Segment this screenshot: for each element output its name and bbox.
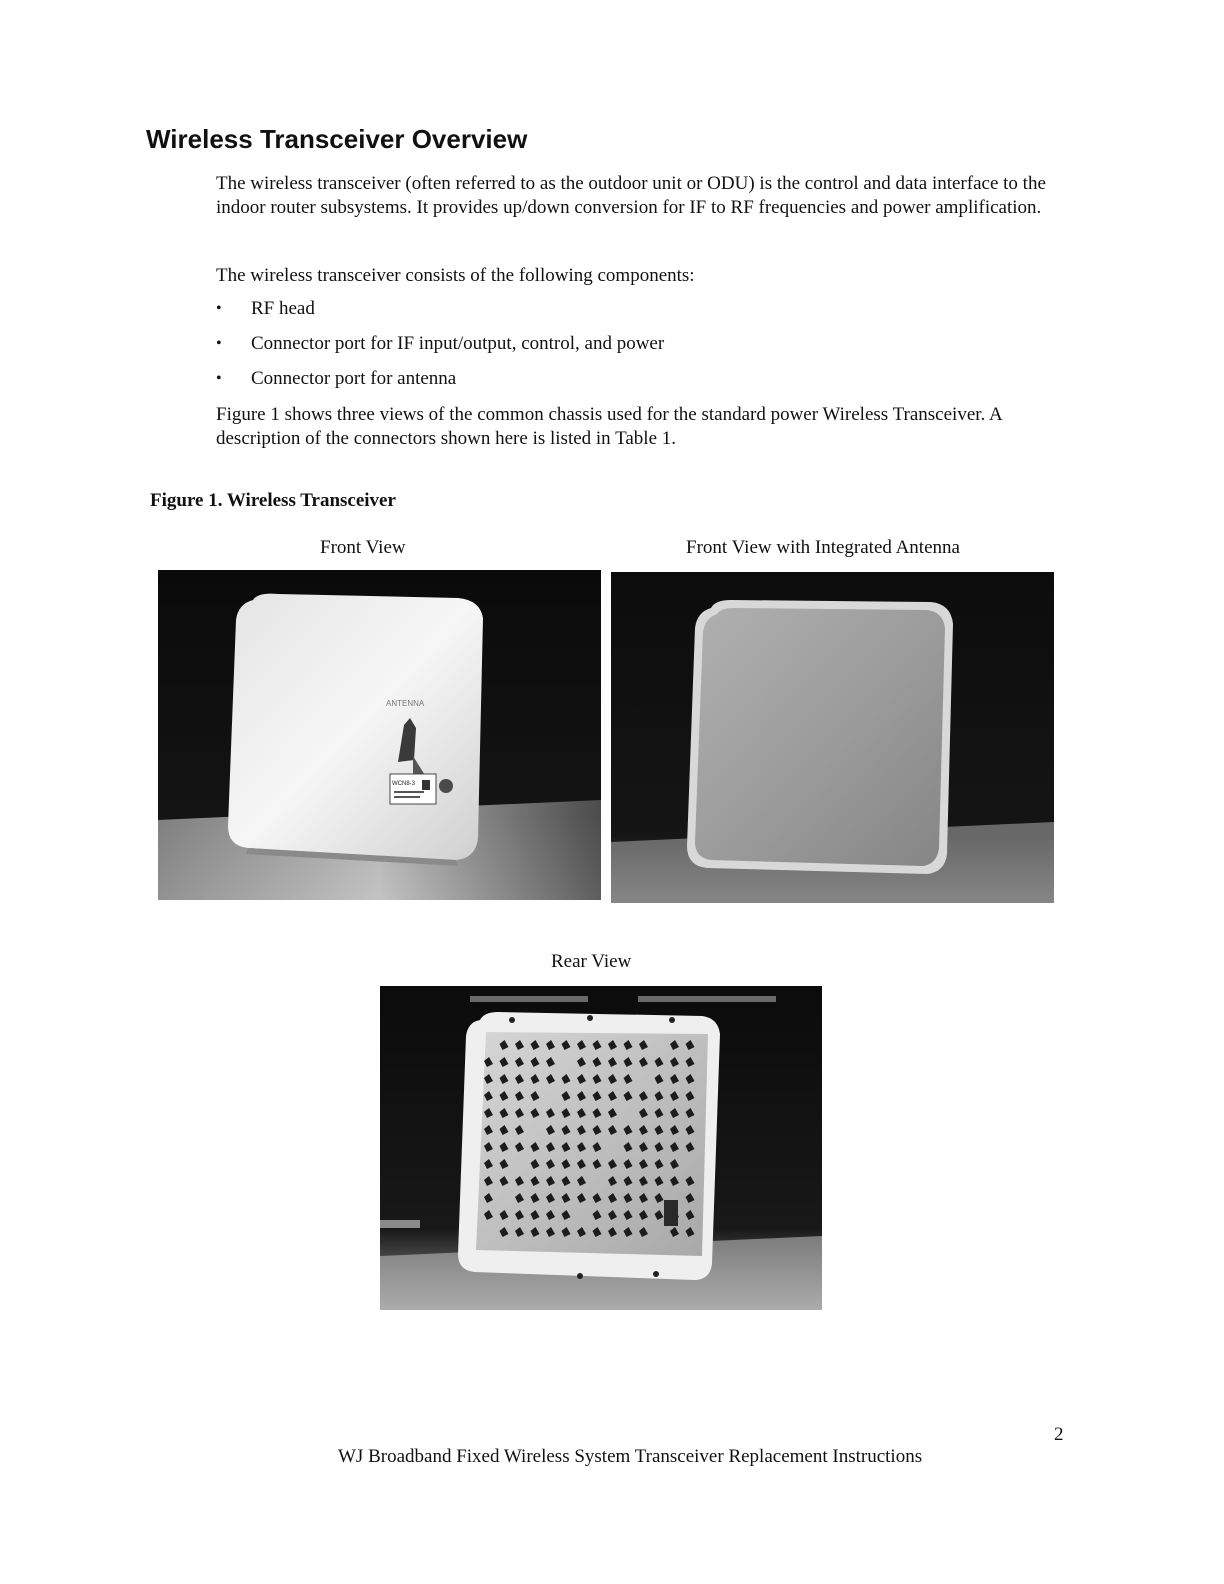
list-item [216,332,664,367]
list-item-text: RF head [251,298,315,319]
page-number: 2 [1054,1424,1064,1445]
rear-view-label: Rear View [551,951,632,972]
components-list [216,297,664,402]
front-view-photo [158,570,601,900]
front-view-label: Front View [320,537,406,558]
bullet-icon: • [216,370,222,387]
list-item [216,297,664,332]
front-view-antenna-photo [611,572,1054,903]
components-intro-paragraph: The wireless transceiver consists of the following components: [216,265,695,286]
list-item-text: Connector port for IF input/output, control, and power [251,333,665,354]
rear-view-photo [380,986,822,1310]
list-item-text: Connector port for antenna [251,368,457,389]
intro-paragraph: The wireless transceiver (often referred to as the outdoor unit or ODU) is the control and data interface to the indoor router subsystems. It provides up/down conversion for IF to RF frequencies and power amplification. [216,173,1046,218]
section-heading: Wireless Transceiver Overview [146,124,528,154]
bullet-icon: • [216,300,222,317]
figure-caption: Figure 1. Wireless Transceiver [150,490,396,511]
bullet-icon: • [216,335,222,352]
list-item [216,367,664,402]
figure-description-paragraph: Figure 1 shows three views of the common chassis used for the standard power Wireless Transceiver. A description of the connectors shown here is listed in Table 1. [216,404,1002,449]
page-footer: WJ Broadband Fixed Wireless System Transceiver Replacement Instructions [338,1446,923,1467]
model-label-text: WCN8-3 [392,781,416,787]
front-view-antenna-label: Front View with Integrated Antenna [686,537,960,558]
antenna-label-text: ANTENNA [386,699,425,708]
